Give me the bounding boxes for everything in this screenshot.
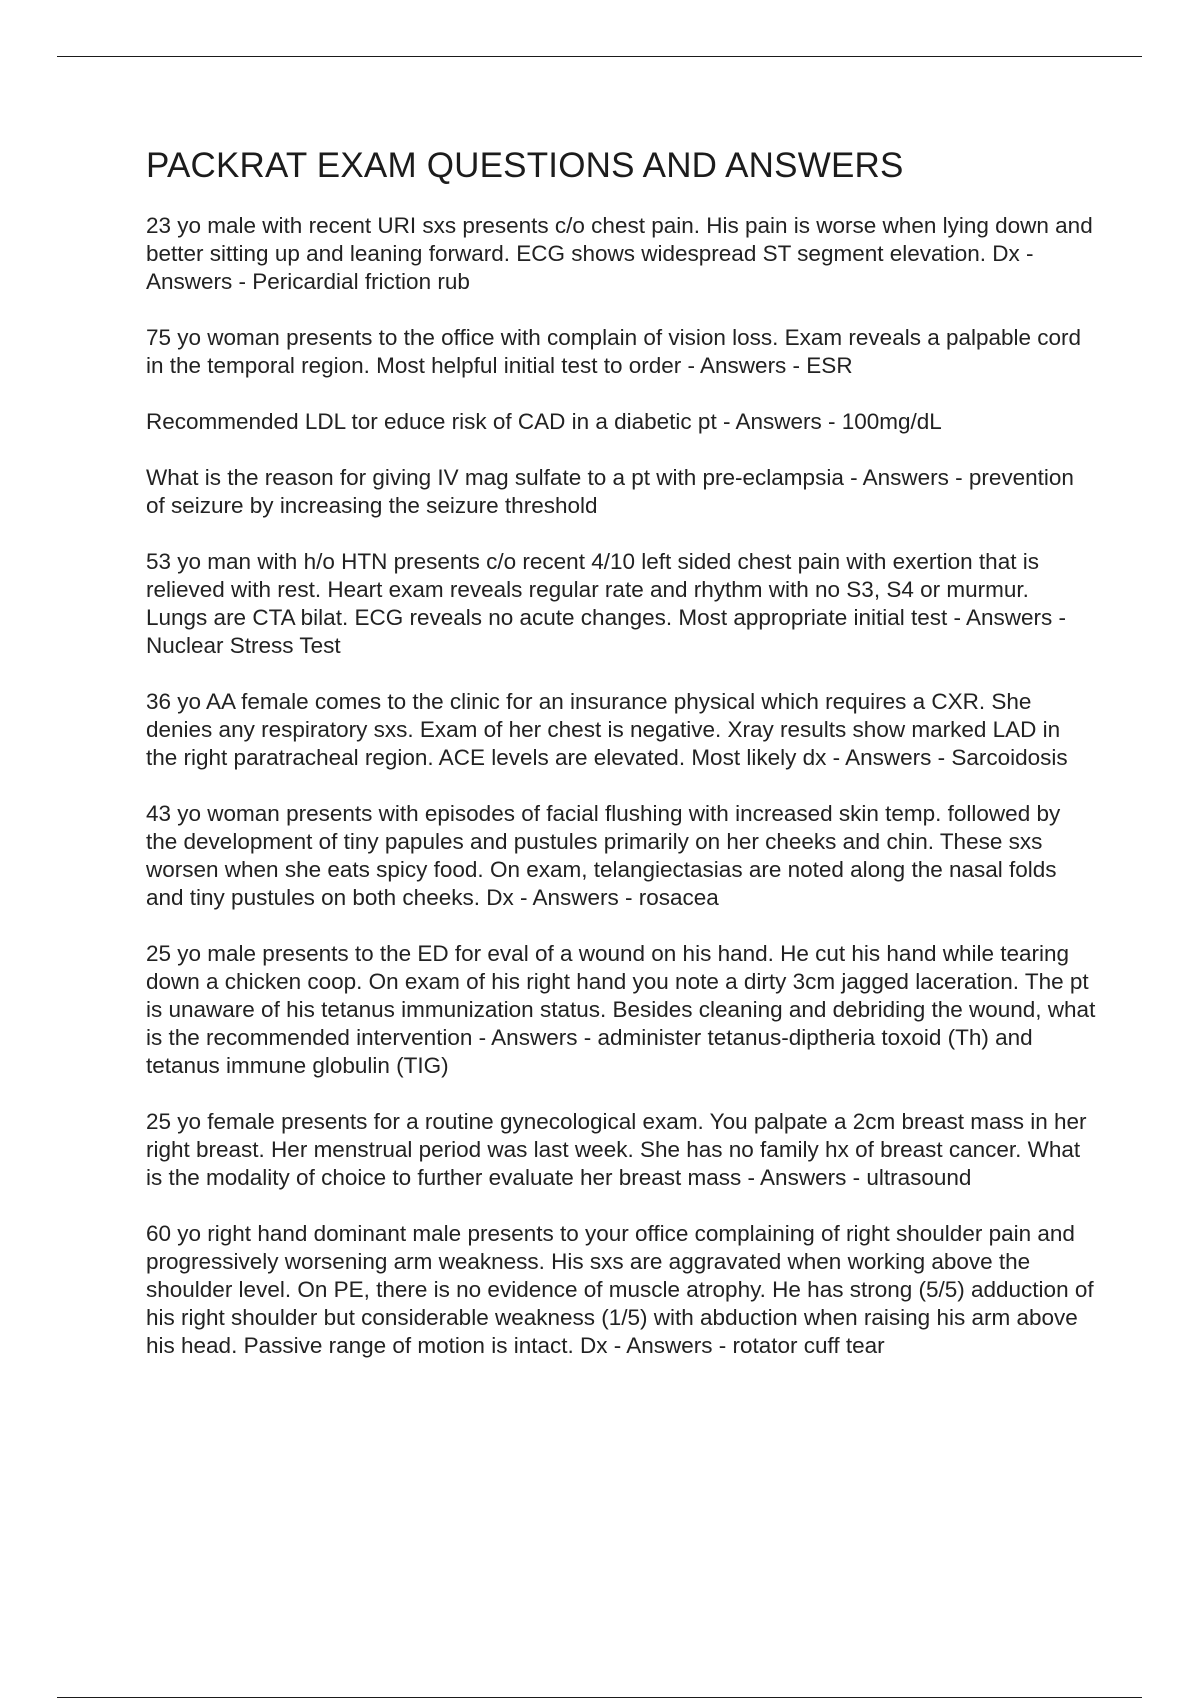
document-body — [146, 144, 1096, 1388]
qa-item: 53 yo man with h/o HTN presents c/o recent 4/10 left sided chest pain with exertion that is relieved with rest. Heart exam reveals regular rate and rhythm with no S3, S4 or murmur. Lungs are CTA bilat. ECG reveals no acute changes. Most appropriate initial test - Answers - Nuclear Stress Test — [146, 549, 1067, 658]
qa-item: 60 yo right hand dominant male presents to your office complaining of right shoulder pain and progressively worsening arm weakness. His sxs are aggravated when working above the shoulder level. On PE, there is no evidence of muscle atrophy. He has strong (5/5) adduction of his right shoulder but considerable weakness (1/5) with abduction when raising his arm above his head. Passive range of motion is intact. Dx - Answers - rotator cuff tear — [146, 1221, 1094, 1358]
qa-item: 43 yo woman presents with episodes of facial flushing with increased skin temp. followed by the development of tiny papules and pustules primarily on her cheeks and chin. These sxs worsen when she eats spicy food. On exam, telangiectasias are noted along the nasal folds and tiny pustules on both cheeks. Dx - Answers - rosacea — [146, 801, 1061, 910]
qa-item: What is the reason for giving IV mag sulfate to a pt with pre-eclampsia - Answers - prevention of seizure by increasing the seizure threshold — [146, 465, 1074, 518]
footer-rule — [57, 1697, 1142, 1698]
qa-item: 25 yo male presents to the ED for eval of a wound on his hand. He cut his hand while tearing down a chicken coop. On exam of his right hand you note a dirty 3cm jagged laceration. The pt is unaware of his tetanus immunization status. Besides cleaning and debriding the wound, what is the recommended intervention - Answers - administer tetanus-diptheria toxoid (Th) and tetanus immune globulin (TIG) — [146, 941, 1096, 1078]
header-rule — [57, 56, 1142, 57]
qa-item: 23 yo male with recent URI sxs presents c/o chest pain. His pain is worse when lying down and better sitting up and leaning forward. ECG shows widespread ST segment elevation. Dx - Answers - Pericardial friction rub — [146, 213, 1093, 294]
document-title: PACKRAT EXAM QUESTIONS AND ANSWERS — [146, 146, 904, 185]
qa-item: Recommended LDL tor educe risk of CAD in a diabetic pt - Answers - 100mg/dL — [146, 409, 942, 434]
qa-item: 36 yo AA female comes to the clinic for an insurance physical which requires a CXR. She denies any respiratory sxs. Exam of her chest is negative. Xray results show marked LAD in the right paratracheal region. ACE levels are elevated. Most likely dx - Answers - Sarcoidosis — [146, 689, 1068, 770]
qa-item: 75 yo woman presents to the office with complain of vision loss. Exam reveals a palpable cord in the temporal region. Most helpful initial test to order - Answers - ESR — [146, 325, 1082, 378]
qa-list — [146, 212, 1096, 1360]
qa-item: 25 yo female presents for a routine gynecological exam. You palpate a 2cm breast mass in her right breast. Her menstrual period was last week. She has no family hx of breast cancer. What is the modality of choice to further evaluate her breast mass - Answers - ultrasound — [146, 1109, 1087, 1190]
